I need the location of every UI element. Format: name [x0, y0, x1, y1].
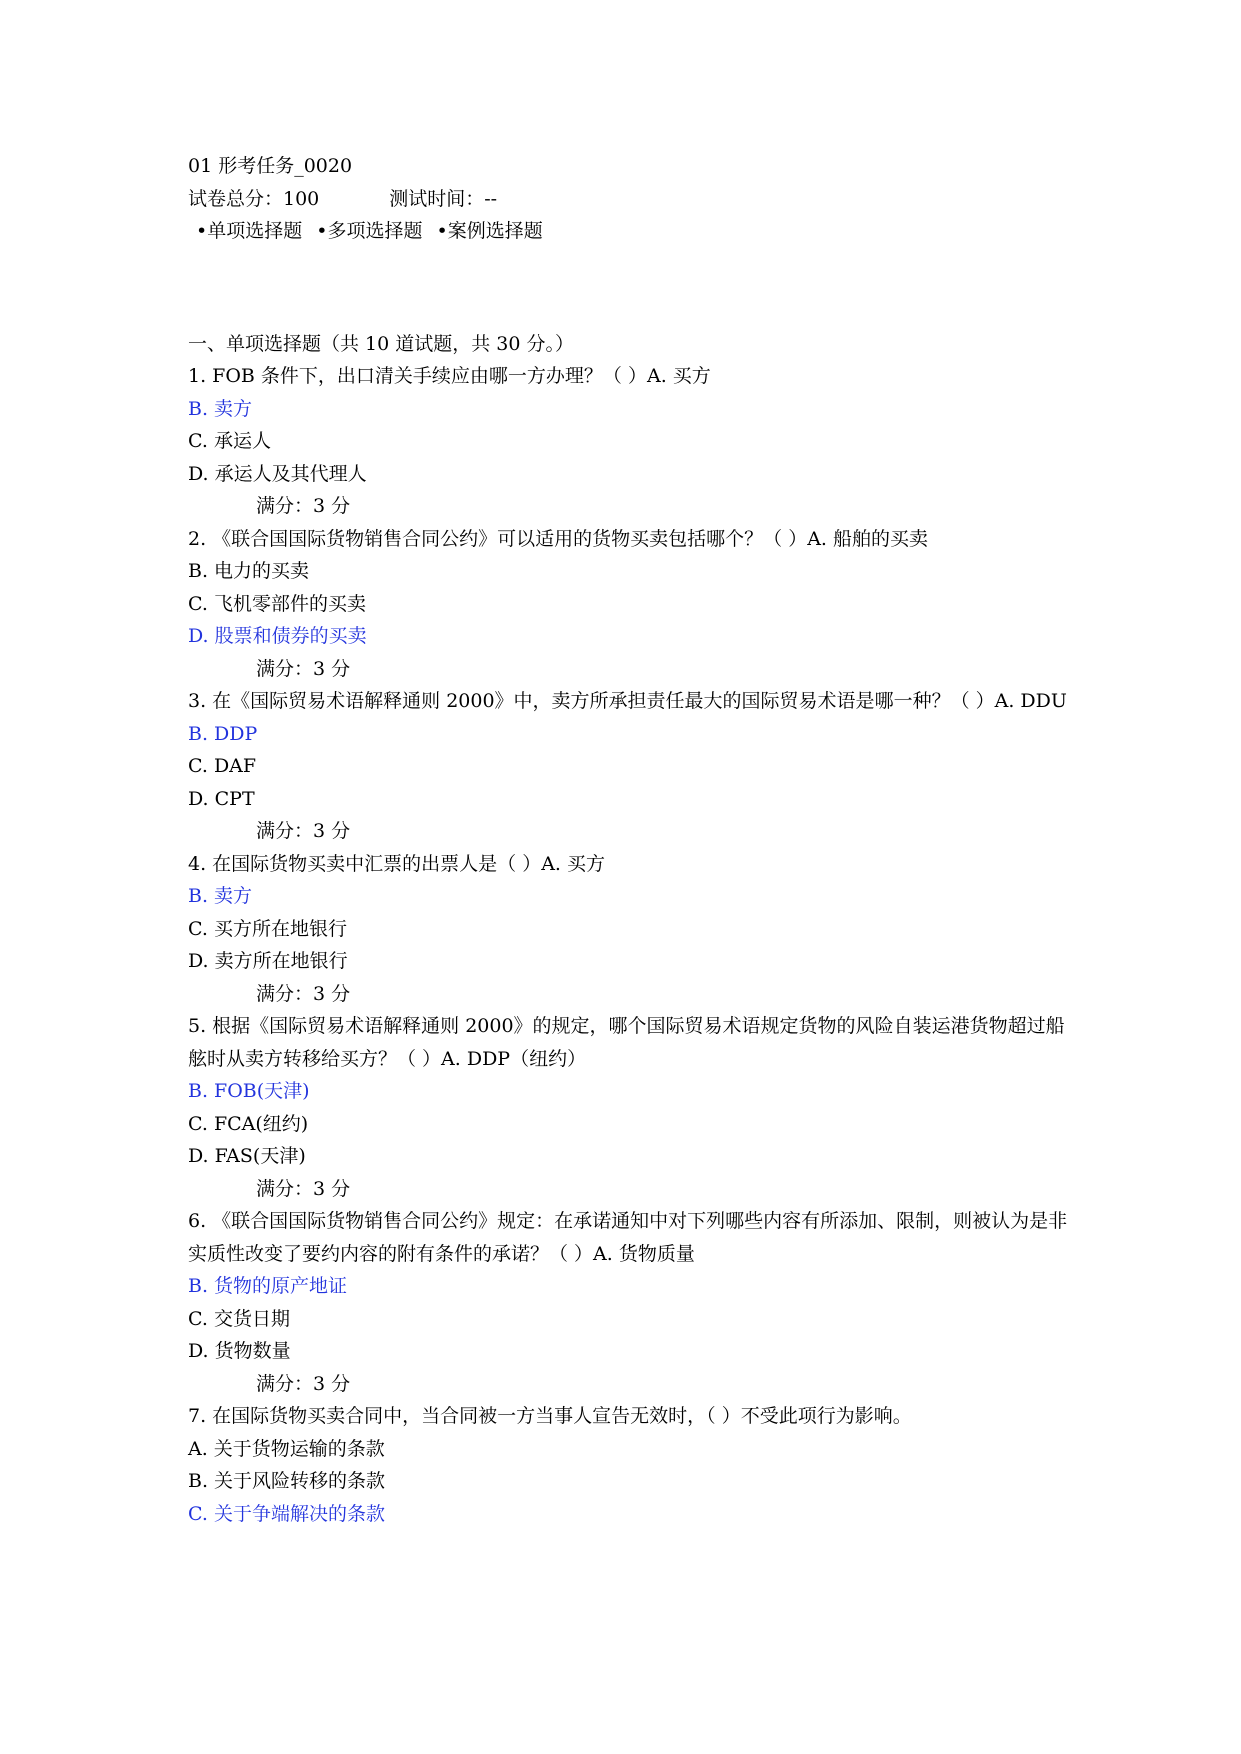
question-item	[188, 523, 1068, 686]
question-item	[188, 685, 1068, 848]
question-score: 满分：3 分	[256, 1372, 351, 1395]
question-item	[188, 1400, 1068, 1530]
question-stem: 3. 在《国际贸易术语解释通则 2000》中，卖方所承担责任最大的国际贸易术语是哪一种？（ ）A. DDU	[188, 690, 1067, 712]
answer-option[interactable]: A. 关于货物运输的条款	[188, 1437, 385, 1460]
question-score: 满分：3 分	[256, 1177, 351, 1200]
total-score: 试卷总分：100	[188, 187, 320, 210]
answer-option-correct[interactable]: B. 货物的原产地证	[188, 1275, 348, 1297]
question-stem: 4. 在国际货物买卖中汇票的出票人是（ ）A. 买方	[188, 852, 606, 875]
answer-option[interactable]: B. 关于风险转移的条款	[188, 1470, 386, 1492]
question-stem: 2. 《联合国国际货物销售合同公约》可以适用的货物买卖包括哪个？（ ）A. 船舶的买卖	[188, 527, 929, 550]
answer-option[interactable]: C. 承运人	[188, 430, 271, 452]
question-stem: 5. 根据《国际贸易术语解释通则 2000》的规定，哪个国际贸易术语规定货物的风险自装运港货物超过船舷时从卖方转移给买方？（ ）A. DDP（纽约）	[188, 1015, 1065, 1070]
answer-option-correct[interactable]: D. 股票和债券的买卖	[188, 625, 367, 647]
answer-option-correct[interactable]: B. DDP	[188, 722, 258, 745]
question-item	[188, 848, 1068, 1011]
nav-link-case-choice[interactable]: •案例选择题	[436, 220, 543, 242]
exam-meta	[188, 183, 1068, 216]
question-list	[188, 360, 1068, 1530]
answer-option[interactable]: C. 交货日期	[188, 1307, 290, 1330]
question-item	[188, 1205, 1068, 1400]
answer-option[interactable]: D. FAS(天津)	[188, 1145, 306, 1167]
answer-option[interactable]: D. 卖方所在地银行	[188, 950, 348, 972]
exam-page	[188, 0, 1068, 1530]
question-stem: 7. 在国际货物买卖合同中，当合同被一方当事人宣告无效时，（ ）不受此项行为影响。	[188, 1405, 912, 1427]
answer-option-correct[interactable]: B. 卖方	[188, 885, 253, 907]
answer-option[interactable]: C. 飞机零部件的买卖	[188, 592, 366, 615]
answer-option[interactable]: B. 电力的买卖	[188, 560, 310, 582]
nav-link-multiple-choice[interactable]: •多项选择题	[316, 220, 423, 242]
answer-option-correct[interactable]: B. 卖方	[188, 397, 253, 420]
answer-option[interactable]: D. 承运人及其代理人	[188, 462, 367, 485]
question-stem: 1. FOB 条件下，出口清关手续应由哪一方办理？（ ）A. 买方	[188, 365, 711, 387]
section-nav	[188, 215, 1068, 248]
test-time: 测试时间：--	[389, 187, 498, 210]
question-score: 满分：3 分	[256, 982, 351, 1005]
question-score: 满分：3 分	[256, 495, 351, 517]
answer-option[interactable]: C. FCA(纽约)	[188, 1112, 309, 1135]
answer-option[interactable]: C. DAF	[188, 755, 257, 777]
answer-option[interactable]: C. 买方所在地银行	[188, 917, 347, 940]
answer-option-correct[interactable]: B. FOB(天津)	[188, 1080, 310, 1102]
question-item	[188, 360, 1068, 523]
question-score: 满分：3 分	[256, 657, 351, 680]
answer-option[interactable]: D. CPT	[188, 787, 255, 810]
nav-link-single-choice[interactable]: •单项选择题	[196, 220, 303, 242]
question-item	[188, 1010, 1068, 1205]
answer-option-correct[interactable]: C. 关于争端解决的条款	[188, 1502, 385, 1525]
page-title: 01 形考任务_0020	[188, 155, 353, 177]
question-score: 满分：3 分	[256, 820, 351, 842]
section-heading: 一、单项选择题（共 10 道试题，共 30 分。）	[188, 332, 575, 355]
question-stem: 6. 《联合国国际货物销售合同公约》规定：在承诺通知中对下列哪些内容有所添加、限制，则被认为是非实质性改变了要约内容的附有条件的承诺？（ ）A. 货物质量	[188, 1210, 1068, 1265]
answer-option[interactable]: D. 货物数量	[188, 1340, 291, 1362]
